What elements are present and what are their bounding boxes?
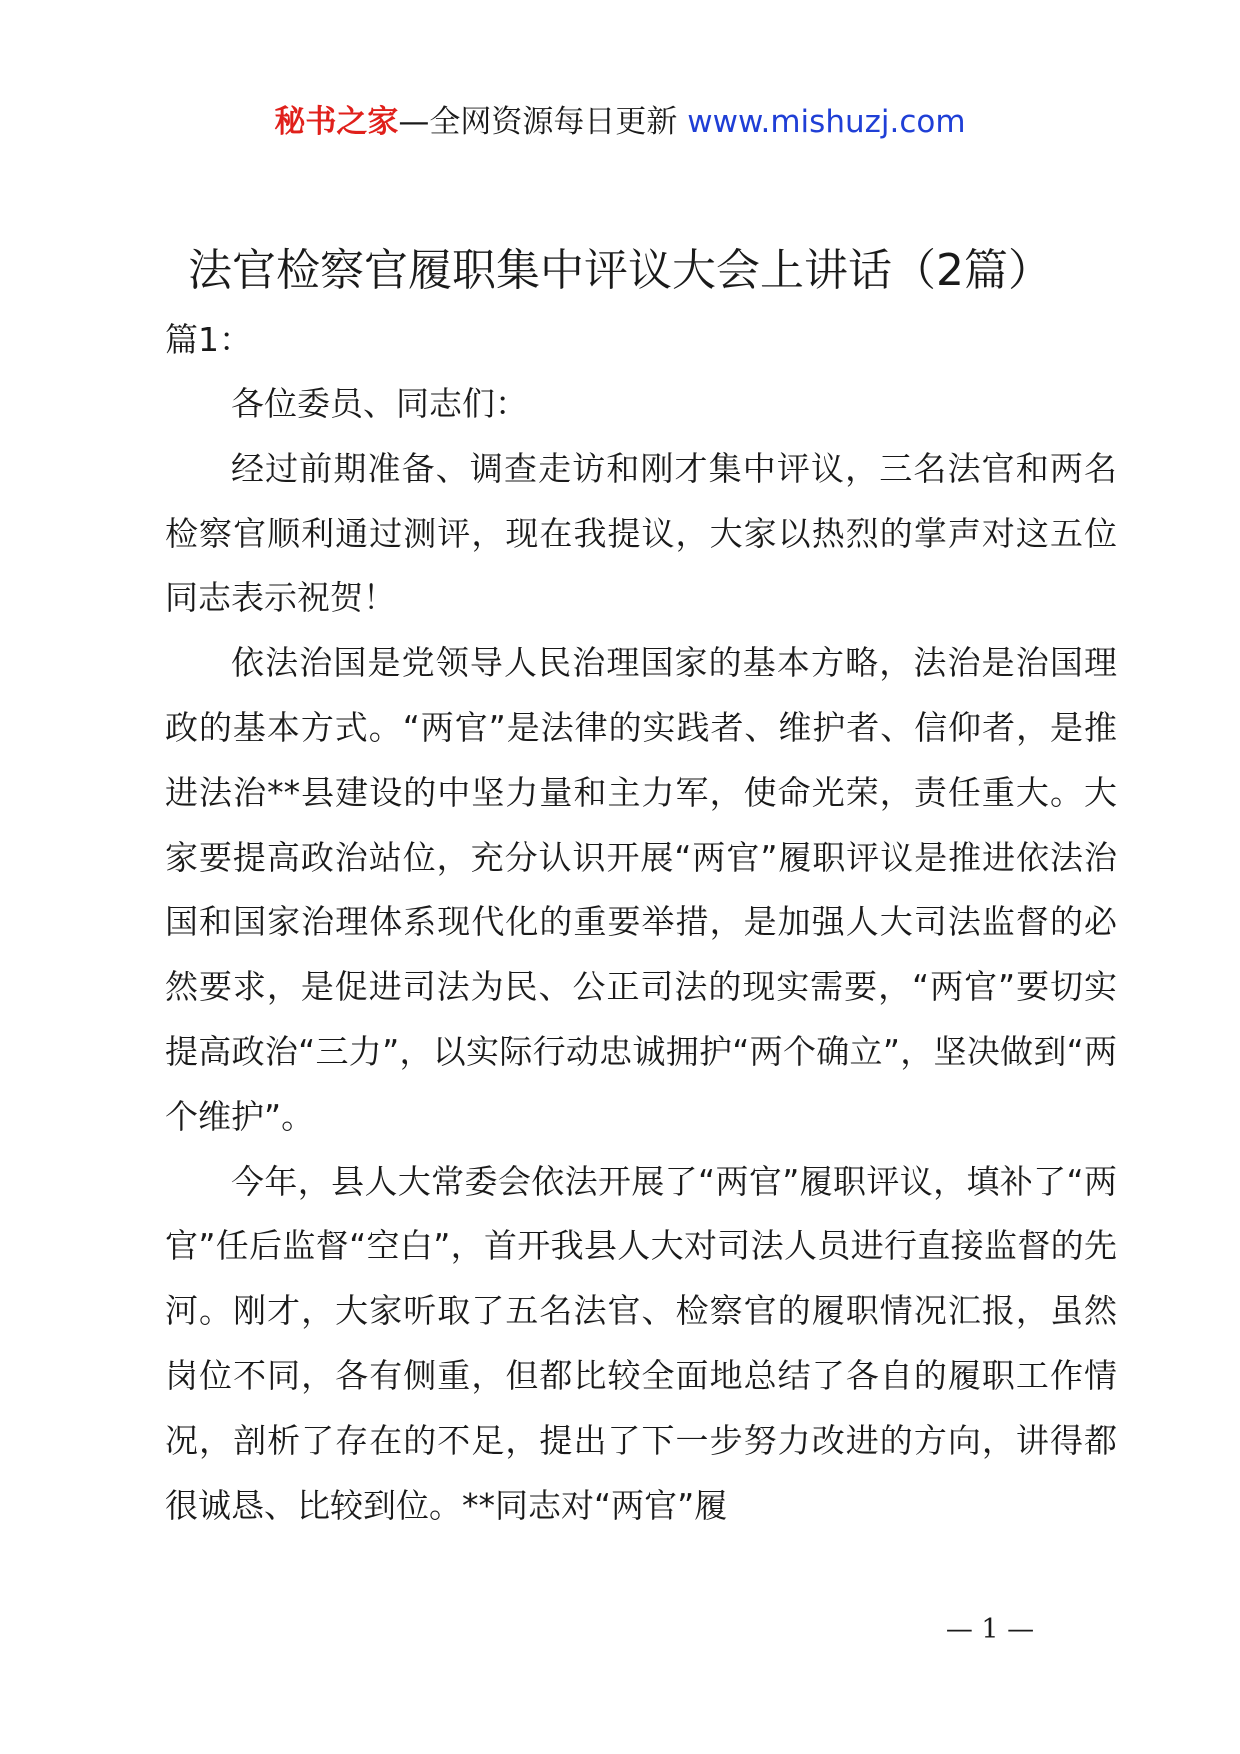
paragraph-salutation: 各位委员、同志们： xyxy=(231,384,528,423)
paragraph: 今年，县人大常委会依法开展了“两官”履职评议，填补了“两官”任后监督“空白”，首开我县人大对司法人员进行直接监督的先河。刚才，大家听取了五名法官、检察官的履职情况汇报，虽然岗位不同，各有侧重，但都比较全面地总结了各自的履职工作情况，剖析了存在的不足，提出了下一步努力改进的方向，讲得都很诚恳、比较到位。**同志对“两官”履 xyxy=(165,1161,1117,1525)
site-brand: 秘书之家 xyxy=(274,104,399,140)
site-header xyxy=(0,100,1240,144)
site-tagline: —全网资源每日更新 xyxy=(398,104,678,140)
page-number: — 1 — xyxy=(945,1614,1035,1645)
article-label: 篇1： xyxy=(165,320,252,359)
article-body xyxy=(165,308,1117,1538)
site-url-link[interactable]: www.mishuzj.com xyxy=(687,104,966,140)
document-title: 法官检察官履职集中评议大会上讲话（2篇） xyxy=(188,245,1052,296)
paragraph: 依法治国是党领导人民治理国家的基本方略，法治是治国理政的基本方式。“两官”是法律的实践者、维护者、信仰者，是推进法治**县建设的中坚力量和主力军，使命光荣，责任重大。大家要提高政治站位，充分认识开展“两官”履职评议是推进依法治国和国家治理体系现代化的重要举措，是加强人大司法监督的必然要求，是促进司法为民、公正司法的现实需要，“两官”要切实提高政治“三力”，以实际行动忠诚拥护“两个确立”，坚决做到“两个维护”。 xyxy=(165,643,1117,1136)
paragraph: 经过前期准备、调查走访和刚才集中评议，三名法官和两名检察官顺利通过测评，现在我提议，大家以热烈的掌声对这五位同志表示祝贺！ xyxy=(165,448,1117,618)
